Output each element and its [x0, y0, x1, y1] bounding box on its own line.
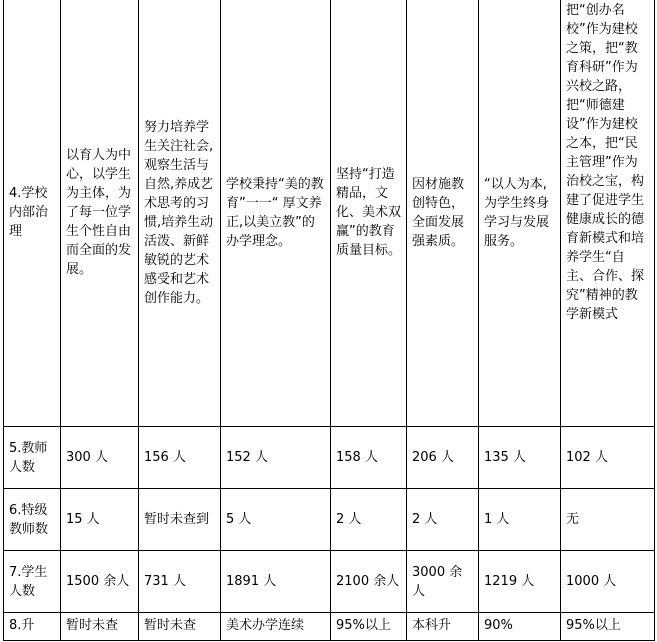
- table-row-promotion: [4, 613, 655, 641]
- table-cell: 1219 人: [479, 551, 561, 613]
- table-cell: 90%: [479, 613, 561, 641]
- table-cell: 206 人: [407, 427, 479, 489]
- table-cell: 2 人: [331, 489, 407, 551]
- table-cell: 坚持“打造精品，文化、美术双赢”的教育质量目标。: [331, 0, 407, 427]
- table-cell: 135 人: [479, 427, 561, 489]
- table-row-special-teacher-count: [4, 489, 655, 551]
- row-label-promotion: 8.升: [4, 613, 61, 641]
- table-cell: 731 人: [139, 551, 221, 613]
- school-comparison-table: [3, 0, 655, 641]
- table-cell: 以育人为中心，以学生为主体，为了每一位学生个性自由而全面的发展。: [61, 0, 139, 427]
- table-cell: 1 人: [479, 489, 561, 551]
- table-cell: 95%以上: [331, 613, 407, 641]
- table-cell: 1500 余人: [61, 551, 139, 613]
- table-cell: 95%以上: [561, 613, 655, 641]
- table-cell: 102 人: [561, 427, 655, 489]
- table-cell: 152 人: [221, 427, 331, 489]
- table-cell: 300 人: [61, 427, 139, 489]
- table-cell: 5 人: [221, 489, 331, 551]
- row-label-teacher-count: 5.教师人数: [4, 427, 61, 489]
- table-cell: 本科升: [407, 613, 479, 641]
- row-label-student-count: 7.学生人数: [4, 551, 61, 613]
- row-label-special-teacher-count: 6.特级教师数: [4, 489, 61, 551]
- table-cell: 暂时未查: [61, 613, 139, 641]
- table-cell: 把“创办名校”作为建校之策，把“教育科研”作为兴校之路，把“师德建设”作为建校之本，把“民主管理”作为治校之宝，构建了促进学生健康成长的德育新模式和培养学生“自主、合作、探究”精神的教学新模式: [561, 0, 655, 427]
- table-cell: 因材施教创特色，全面发展强素质。: [407, 0, 479, 427]
- table-cell: 156 人: [139, 427, 221, 489]
- table-cell: 2 人: [407, 489, 479, 551]
- table-row-student-count: [4, 551, 655, 613]
- table-cell: 2100 余人: [331, 551, 407, 613]
- table-cell: 158 人: [331, 427, 407, 489]
- table-row-teacher-count: [4, 427, 655, 489]
- table-cell: “以人为本,为学生终身学习与发展服务。: [479, 0, 561, 427]
- table-cell: 无: [561, 489, 655, 551]
- table-row-internal-governance: [4, 0, 655, 427]
- table-cell: 3000 余人: [407, 551, 479, 613]
- table-cell: 美术办学连续: [221, 613, 331, 641]
- table-cell: 1891 人: [221, 551, 331, 613]
- table-cell: 1000 人: [561, 551, 655, 613]
- table-cell: 努力培养学生关注社会,观察生活与自然,养成艺术思考的习惯,培养生动活泼、新鲜敏锐的艺术感受和艺术创作能力。: [139, 0, 221, 427]
- table-cell: 暂时未查: [139, 613, 221, 641]
- table-cell: 学校秉持“美的教育”一一“ 厚文养正,以美立教”的办学理念。: [221, 0, 331, 427]
- row-label-internal-governance: 4.学校内部治理: [4, 0, 61, 427]
- table-cell: 15 人: [61, 489, 139, 551]
- table-cell: 暂时未查到: [139, 489, 221, 551]
